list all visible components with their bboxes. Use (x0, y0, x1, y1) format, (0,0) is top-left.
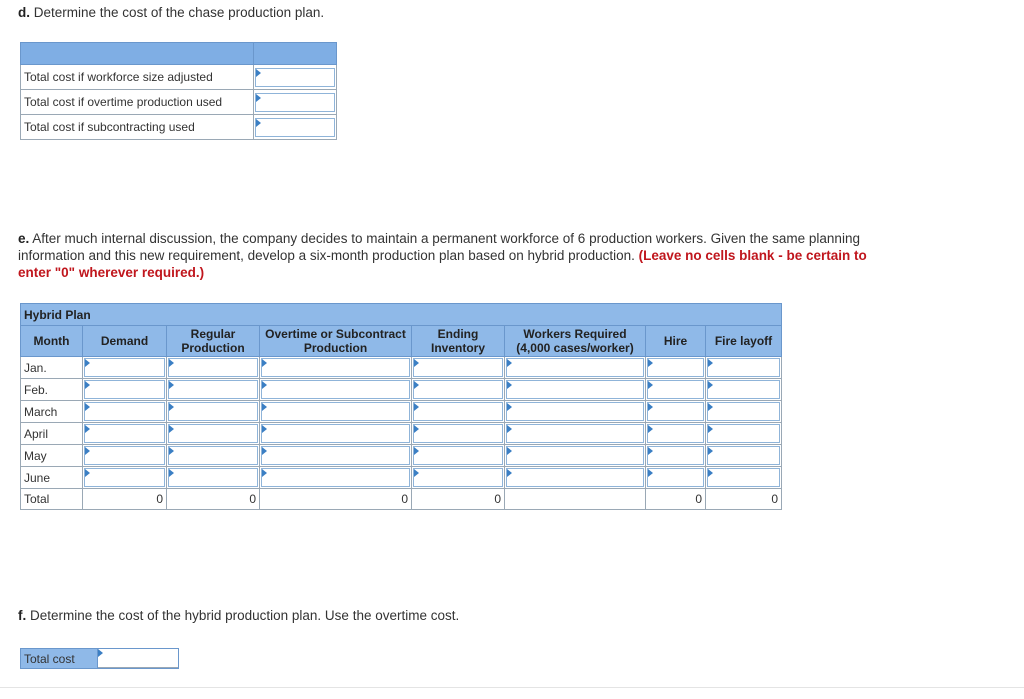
input-cell (706, 401, 782, 423)
table-row (21, 401, 782, 423)
hybrid-plan-header-row (21, 326, 782, 357)
hire-input[interactable] (647, 402, 704, 421)
column-header-text: Regular (190, 327, 236, 341)
input-cell (706, 423, 782, 445)
ending-inventory-field[interactable] (414, 359, 502, 376)
fire-layoff-input[interactable] (707, 424, 780, 443)
column-header (505, 326, 646, 357)
part-e-text: After much internal discussion, the company decides to maintain a permanent workforce of 6 production workers. Given the same planning information and this new requirement, develop a six-month production plan based on hybrid production. (18, 231, 860, 263)
demand-field[interactable] (85, 359, 164, 376)
chase-cost-table (20, 42, 337, 140)
month-label: March (21, 401, 83, 423)
regular-production-input[interactable] (168, 424, 258, 443)
demand-input[interactable] (84, 468, 165, 487)
input-cell (706, 445, 782, 467)
input-cell (167, 445, 260, 467)
part-f-text: Determine the cost of the hybrid production plan. Use the overtime cost. (30, 608, 460, 623)
hybrid-plan-title: Hybrid Plan (21, 304, 782, 326)
fire-layoff-field[interactable] (708, 403, 779, 420)
overtime-production-field[interactable] (262, 469, 409, 486)
table-row (21, 649, 179, 669)
demand-field[interactable] (85, 469, 164, 486)
regular-production-input[interactable] (168, 468, 258, 487)
overtime-production-field[interactable] (262, 425, 409, 442)
regular-production-input[interactable] (168, 402, 258, 421)
input-cell (505, 401, 646, 423)
workers-required-field[interactable] (507, 359, 643, 376)
hire-field[interactable] (648, 469, 703, 486)
month-label: June (21, 467, 83, 489)
chase-cost-header (21, 43, 337, 65)
ending-inventory-field[interactable] (414, 403, 502, 420)
ending-inventory-field[interactable] (414, 469, 502, 486)
input-cell (505, 445, 646, 467)
hire-field[interactable] (648, 447, 703, 464)
input-cell (646, 467, 706, 489)
input-cell (260, 379, 412, 401)
input-cell (505, 357, 646, 379)
demand-field[interactable] (85, 403, 164, 420)
part-d-text: Determine the cost of the chase production plan. (33, 5, 325, 20)
overtime-production-field[interactable] (262, 447, 409, 464)
cost-input-cell (254, 90, 337, 115)
input-cell (260, 357, 412, 379)
overtime-production-input[interactable] (261, 380, 410, 399)
input-cell (167, 357, 260, 379)
regular-production-field[interactable] (169, 381, 257, 398)
input-cell (83, 357, 167, 379)
cost-workforce-field[interactable] (256, 69, 334, 86)
input-cell (167, 401, 260, 423)
cost-workforce-input[interactable] (255, 68, 335, 87)
hire-input[interactable] (647, 358, 704, 377)
workers-required-field[interactable] (507, 447, 643, 464)
regular-production-input[interactable] (168, 446, 258, 465)
overtime-production-field[interactable] (262, 359, 409, 376)
total-cost-field[interactable] (98, 649, 178, 667)
input-cell (412, 445, 505, 467)
fire-layoff-field[interactable] (708, 447, 779, 464)
fire-layoff-field[interactable] (708, 425, 779, 442)
part-e-question (18, 230, 898, 281)
hire-input[interactable] (647, 446, 704, 465)
total-regular: 0 (167, 489, 260, 510)
cost-overtime-field[interactable] (256, 94, 334, 111)
ending-inventory-input[interactable] (413, 380, 503, 399)
column-header (706, 326, 782, 357)
workers-required-field[interactable] (507, 381, 643, 398)
input-cell (83, 379, 167, 401)
regular-production-input[interactable] (168, 380, 258, 399)
ending-inventory-input[interactable] (413, 402, 503, 421)
overtime-production-input[interactable] (261, 446, 410, 465)
header-cell (21, 43, 254, 65)
fire-layoff-input[interactable] (707, 446, 780, 465)
overtime-production-input[interactable] (261, 424, 410, 443)
input-cell (260, 445, 412, 467)
input-cell (260, 423, 412, 445)
input-cell (412, 357, 505, 379)
total-cost-label: Total cost (21, 649, 98, 669)
part-d-label: d. (18, 5, 30, 20)
input-cell (83, 445, 167, 467)
row-label: Total cost if workforce size adjusted (21, 65, 254, 90)
input-cell (260, 401, 412, 423)
column-header (412, 326, 505, 357)
demand-input[interactable] (84, 424, 165, 443)
column-header (21, 326, 83, 357)
input-cell (83, 401, 167, 423)
input-cell (706, 357, 782, 379)
ending-inventory-input[interactable] (413, 358, 503, 377)
column-header (83, 326, 167, 357)
input-cell (412, 379, 505, 401)
fire-layoff-input[interactable] (707, 468, 780, 487)
regular-production-input[interactable] (168, 358, 258, 377)
column-header-text: Overtime or Subcontract (265, 327, 406, 341)
input-cell (646, 423, 706, 445)
column-header-text: Fire layoff (714, 334, 773, 348)
overtime-production-field[interactable] (262, 403, 409, 420)
total-inventory: 0 (412, 489, 505, 510)
part-e-label: e. (18, 231, 30, 246)
ending-inventory-input[interactable] (413, 468, 503, 487)
hire-input[interactable] (647, 380, 704, 399)
ending-inventory-input[interactable] (413, 424, 503, 443)
total-fire: 0 (706, 489, 782, 510)
input-cell (412, 401, 505, 423)
hybrid-cost-table (20, 648, 179, 669)
fire-layoff-input[interactable] (707, 380, 780, 399)
input-cell (167, 467, 260, 489)
input-cell (167, 423, 260, 445)
cost-subcontract-input[interactable] (255, 118, 335, 137)
input-cell (706, 379, 782, 401)
hybrid-plan-total-row (21, 489, 782, 510)
fire-layoff-field[interactable] (708, 469, 779, 486)
part-e-instruction: (Leave no cells blank - be certain to enter "0" wherever required.) (18, 248, 867, 280)
page-divider (0, 687, 1024, 688)
input-cell (646, 357, 706, 379)
input-cell (505, 379, 646, 401)
total-cost-input[interactable] (98, 649, 178, 668)
fire-layoff-field[interactable] (708, 359, 779, 376)
total-overtime: 0 (260, 489, 412, 510)
fire-layoff-input[interactable] (707, 358, 780, 377)
overtime-production-input[interactable] (261, 468, 410, 487)
regular-production-field[interactable] (169, 403, 257, 420)
row-label: Total cost if overtime production used (21, 90, 254, 115)
hire-input[interactable] (647, 424, 704, 443)
workers-required-input[interactable] (506, 468, 644, 487)
overtime-production-input[interactable] (261, 402, 410, 421)
hire-field[interactable] (648, 359, 703, 376)
table-row (21, 423, 782, 445)
input-cell (646, 401, 706, 423)
ending-inventory-field[interactable] (414, 425, 502, 442)
input-cell (83, 423, 167, 445)
part-d-question (18, 4, 324, 21)
total-label: Total (21, 489, 83, 510)
workers-required-input[interactable] (506, 402, 644, 421)
ending-inventory-field[interactable] (414, 447, 502, 464)
demand-input[interactable] (84, 380, 165, 399)
demand-input[interactable] (84, 446, 165, 465)
hire-field[interactable] (648, 403, 703, 420)
table-row (21, 445, 782, 467)
demand-input[interactable] (84, 358, 165, 377)
fire-layoff-field[interactable] (708, 381, 779, 398)
workers-required-field[interactable] (507, 425, 643, 442)
column-header-text: (4,000 cases/worker) (516, 341, 634, 355)
table-row (21, 357, 782, 379)
part-f-question (18, 607, 459, 624)
column-header-text: Production (303, 341, 368, 355)
demand-field[interactable] (85, 425, 164, 442)
column-header-text: Inventory (430, 341, 485, 355)
column-header-text: Workers Required (523, 327, 627, 341)
hire-input[interactable] (647, 468, 704, 487)
regular-production-field[interactable] (169, 425, 257, 442)
hybrid-plan-title-row (21, 304, 782, 326)
workers-required-input[interactable] (506, 424, 644, 443)
table-row (21, 90, 337, 115)
input-cell (505, 423, 646, 445)
input-cell (646, 445, 706, 467)
part-f-label: f. (18, 608, 27, 623)
cost-overtime-input[interactable] (255, 93, 335, 112)
column-header-text: Hire (663, 334, 688, 348)
column-header-text: Ending (437, 327, 479, 341)
hybrid-plan-table (20, 303, 782, 510)
demand-input[interactable] (84, 402, 165, 421)
month-label: Feb. (21, 379, 83, 401)
regular-production-field[interactable] (169, 469, 257, 486)
table-row (21, 65, 337, 90)
table-row (21, 379, 782, 401)
hire-field[interactable] (648, 381, 703, 398)
cost-input-cell (254, 115, 337, 140)
workers-required-input[interactable] (506, 380, 644, 399)
total-workers (505, 489, 646, 510)
table-row (21, 115, 337, 140)
column-header-text: Demand (100, 334, 149, 348)
input-cell (412, 423, 505, 445)
column-header (167, 326, 260, 357)
column-header (646, 326, 706, 357)
demand-field[interactable] (85, 381, 164, 398)
month-label: Jan. (21, 357, 83, 379)
regular-production-field[interactable] (169, 447, 257, 464)
column-header-text: Month (33, 334, 70, 348)
regular-production-field[interactable] (169, 359, 257, 376)
input-cell (646, 379, 706, 401)
month-label: May (21, 445, 83, 467)
input-cell (706, 467, 782, 489)
ending-inventory-field[interactable] (414, 381, 502, 398)
column-header-text: Production (181, 341, 245, 355)
total-cost-cell (98, 649, 179, 669)
hire-field[interactable] (648, 425, 703, 442)
workers-required-input[interactable] (506, 446, 644, 465)
row-label: Total cost if subcontracting used (21, 115, 254, 140)
input-cell (505, 467, 646, 489)
fire-layoff-input[interactable] (707, 402, 780, 421)
cost-subcontract-field[interactable] (256, 119, 334, 136)
input-cell (83, 467, 167, 489)
month-label: April (21, 423, 83, 445)
input-cell (167, 379, 260, 401)
overtime-production-input[interactable] (261, 358, 410, 377)
input-cell (412, 467, 505, 489)
ending-inventory-input[interactable] (413, 446, 503, 465)
column-header (260, 326, 412, 357)
overtime-production-field[interactable] (262, 381, 409, 398)
header-cell (254, 43, 337, 65)
total-demand: 0 (83, 489, 167, 510)
table-row (21, 467, 782, 489)
total-hire: 0 (646, 489, 706, 510)
cost-input-cell (254, 65, 337, 90)
workers-required-field[interactable] (507, 403, 643, 420)
input-cell (260, 467, 412, 489)
workers-required-field[interactable] (507, 469, 643, 486)
workers-required-input[interactable] (506, 358, 644, 377)
demand-field[interactable] (85, 447, 164, 464)
